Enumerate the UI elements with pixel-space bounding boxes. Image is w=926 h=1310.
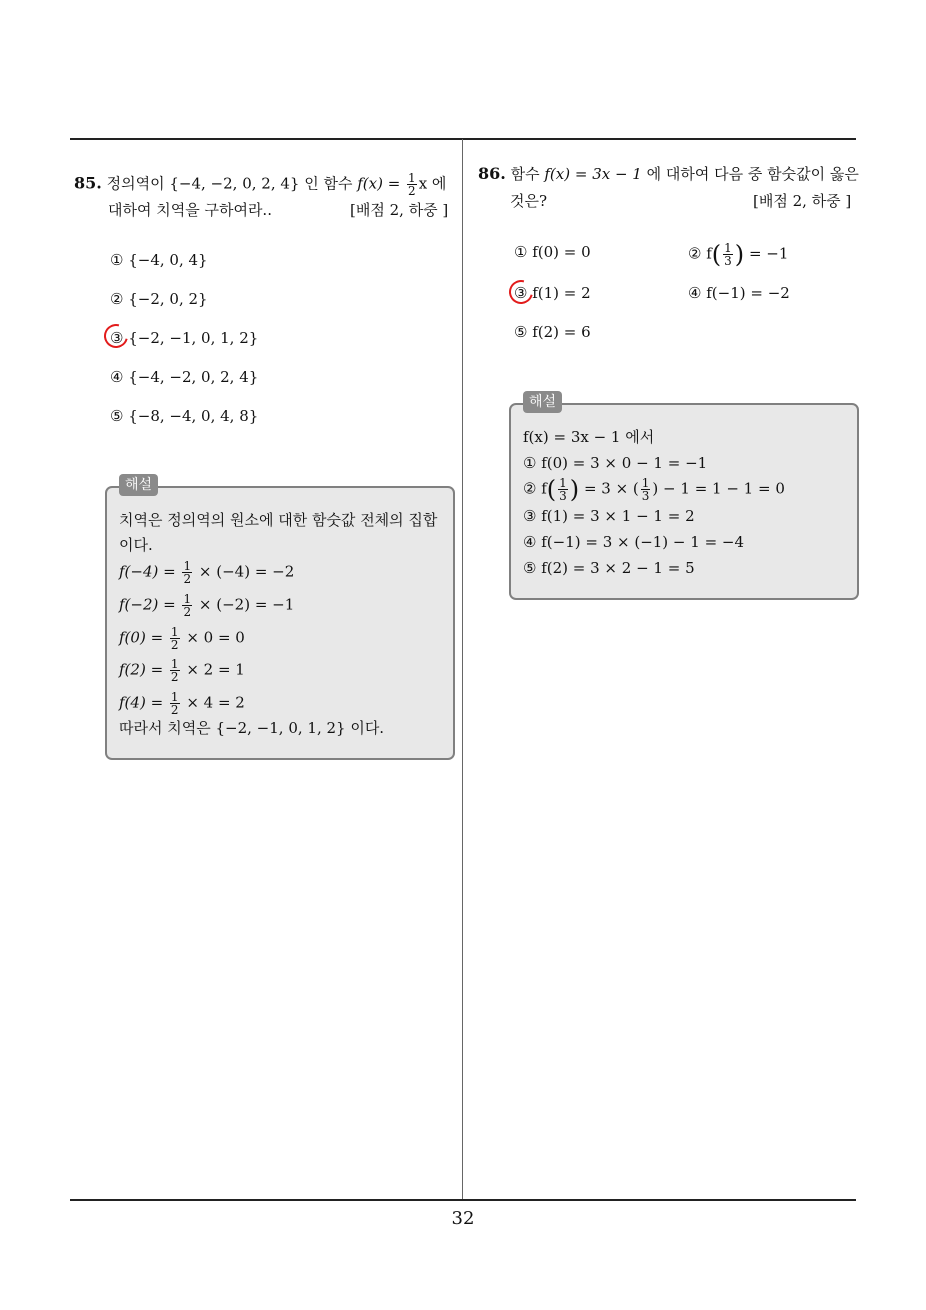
solution-calc-row: f(2) = $\frac{1}{2}$ × 2 = 1 xyxy=(119,657,245,684)
choice-2[interactable]: ② f( $\frac{1}{3}$ ) = −1 xyxy=(688,240,789,269)
choice-3[interactable]: ③ f(1) = 2 xyxy=(514,284,591,302)
solution-calc-row: f(4) = $\frac{1}{2}$ × 4 = 2 xyxy=(119,690,245,717)
problem-85-line2: 대하여 치역을 구하여라.. xyxy=(108,201,272,219)
solution-calc-row: ③ f(1) = 3 × 1 − 1 = 2 xyxy=(523,507,695,525)
problem-text-tail: 에 대하여 다음 중 함숫값이 옳은 xyxy=(641,165,859,183)
fraction-one-half: $\frac{1}{2}$ xyxy=(408,171,416,198)
page-number: 32 xyxy=(451,1208,475,1229)
choice-4[interactable]: ④ f(−1) = −2 xyxy=(688,284,790,302)
choice-4[interactable]: ④ {−4, −2, 0, 2, 4} xyxy=(110,368,259,386)
solution-box-85 xyxy=(105,477,455,760)
solution-tab: 해설 xyxy=(523,391,562,413)
column-divider xyxy=(462,139,463,1201)
solution-calc-row: ④ f(−1) = 3 × (−1) − 1 = −4 xyxy=(523,533,745,551)
problem-86-line1 xyxy=(478,164,859,184)
choice-1[interactable]: ① f(0) = 0 xyxy=(514,243,591,261)
top-rule xyxy=(70,138,856,140)
problem-text: 정의역이 {−4, −2, 0, 2, 4} 인 함수 xyxy=(106,174,358,193)
choice-5[interactable]: ⑤ f(2) = 6 xyxy=(514,323,591,341)
solution-text: 이다. xyxy=(119,536,153,554)
problem-text-tail: x 에 xyxy=(418,174,447,193)
solution-box-86 xyxy=(509,394,859,600)
problem-86-line2: 것은? xyxy=(510,192,548,210)
choice-1[interactable]: ① {−4, 0, 4} xyxy=(110,251,208,269)
solution-conclusion: 따라서 치역은 {−2, −1, 0, 1, 2} 이다. xyxy=(119,719,385,737)
solution-calc-row: ② f( $\frac{1}{3}$ ) = 3 × ( $\frac{1}{3}$ ) − 1 = 1 − 1 = 0 xyxy=(523,475,785,504)
solution-calc-row: f(−2) = $\frac{1}{2}$ × (−2) = −1 xyxy=(119,592,295,619)
problem-number: 85. xyxy=(74,173,102,193)
choice-3[interactable]: ③ {−2, −1, 0, 1, 2} xyxy=(110,329,259,347)
problem-86-score: [배점 2, 하중 ] xyxy=(753,192,852,210)
solution-tab: 해설 xyxy=(119,474,158,496)
solution-calc-row: ① f(0) = 3 × 0 − 1 = −1 xyxy=(523,454,708,472)
problem-text: 함수 xyxy=(510,165,545,183)
solution-text: 치역은 정의역의 원소에 대한 함숫값 전체의 집합 xyxy=(119,511,438,529)
function-expression: f(x) = 3x − 1 xyxy=(544,165,642,183)
answer-mark-circle xyxy=(505,276,538,309)
bottom-rule xyxy=(70,1199,856,1201)
choice-2[interactable]: ② {−2, 0, 2} xyxy=(110,290,208,308)
choice-5[interactable]: ⑤ {−8, −4, 0, 4, 8} xyxy=(110,407,259,425)
problem-number: 86. xyxy=(478,164,506,183)
solution-calc-row: f(0) = $\frac{1}{2}$ × 0 = 0 xyxy=(119,625,245,652)
problem-85-line1 xyxy=(74,172,446,197)
solution-text: f(x) = 3x − 1 에서 xyxy=(523,428,655,446)
function-expression: f(x) = xyxy=(357,174,406,193)
problem-85-score: [배점 2, 하중 ] xyxy=(350,201,449,219)
solution-calc-row: f(−4) = $\frac{1}{2}$ × (−4) = −2 xyxy=(119,559,295,586)
solution-calc-row: ⑤ f(2) = 3 × 2 − 1 = 5 xyxy=(523,559,695,577)
